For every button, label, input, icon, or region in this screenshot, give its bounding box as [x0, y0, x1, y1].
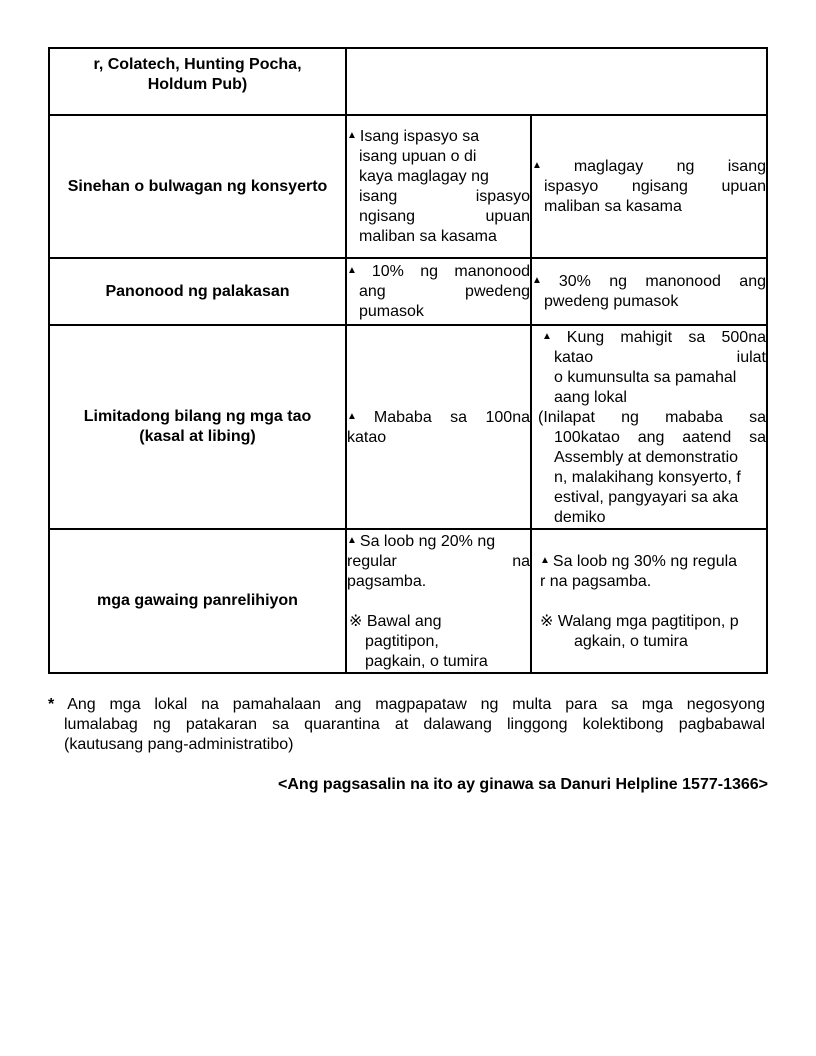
footnote-line: (kautusang pang-administratibo) [64, 736, 294, 753]
bullet-icon: ▲ [542, 330, 564, 342]
rule-line: ▲ maglagay ng isang [532, 158, 766, 175]
footnote-star: * [48, 696, 55, 713]
note-line: ※ Bawal ang [349, 612, 442, 630]
rule-line: ▲ Sa loob ng 30% ng regula [540, 552, 738, 570]
label-line: (kasal at libing) [139, 428, 256, 445]
level-3-rule [531, 115, 767, 258]
note-line: agkain, o tumira [574, 632, 688, 650]
bullet-icon: ▲ [347, 534, 357, 546]
footnote [48, 695, 765, 755]
rule-line: o kumunsulta sa pamahal [554, 368, 737, 386]
table-row [49, 115, 767, 258]
bullet-icon: ▲ [347, 410, 371, 422]
bullet-icon: ▲ [347, 130, 357, 141]
note-line: pagkain, o tumira [365, 652, 488, 670]
label-line: Holdum Pub) [147, 76, 248, 93]
footnote-line: * Ang mga lokal na pamahalaan ang magpapataw ng multa para sa mga negosyong [48, 696, 766, 713]
rule-line: ngisang upuan [359, 208, 530, 225]
rule-line: ▲ 30% ng manonood ang [532, 273, 766, 290]
table-row [49, 48, 767, 115]
rule-line: kaya maglagay ng [359, 168, 489, 185]
level-3-rule [531, 325, 767, 529]
rule-line: estival, pangyayari sa aka [554, 488, 739, 506]
facility-label: Panonood ng palakasan [49, 258, 346, 325]
bullet-icon: ▲ [347, 265, 369, 276]
quarantine-rules-table [48, 47, 768, 674]
rule-line: (Inilapat ng mababa sa [538, 408, 766, 426]
rule-line: katao iulat [554, 348, 766, 366]
rule-line: demiko [554, 508, 606, 526]
rule-line: maliban sa kasama [359, 228, 497, 245]
translation-credit: <Ang pagsasalin na ito ay ginawa sa Danuri Helpline 1577-1366> [278, 776, 768, 793]
note-line: pagtitipon, [365, 632, 439, 650]
level-2-rule [346, 115, 531, 258]
rule-line: Assembly at demonstratio [554, 448, 739, 466]
rule-line: ispasyo ngisang upuan [544, 178, 766, 195]
rule-line: pumasok [359, 303, 424, 320]
label-line: Limitadong bilang ng mga tao [83, 408, 312, 425]
bullet-icon: ▲ [540, 554, 550, 566]
rule-line: ang pwedeng [359, 283, 530, 300]
empty-cell [346, 48, 767, 115]
level-2-rule [346, 258, 531, 325]
rule-line: ▲ 10% ng manonood [347, 263, 530, 280]
table-row [49, 529, 767, 673]
rule-line: isang upuan o di [359, 148, 477, 165]
footnote-line: lumalabag ng patakaran sa quarantina at dalawang linggong kolektibong pagbabawal [64, 716, 765, 733]
rule-line: 100katao ang aatend sa [554, 428, 766, 446]
rule-line: ▲ Sa loob ng 20% ng [347, 532, 496, 550]
rule-line: n, malakihang konsyerto, f [554, 468, 741, 486]
level-3-rule [531, 529, 767, 673]
label-line: r, Colatech, Hunting Pocha, [93, 56, 302, 73]
rule-line: katao [347, 428, 387, 446]
level-3-rule [531, 258, 767, 325]
rule-line: aang lokal [554, 388, 627, 406]
facility-label: Sinehan o bulwagan ng konsyerto [49, 115, 346, 258]
facility-label [49, 325, 346, 529]
rule-line: ▲ Kung mahigit sa 500na [542, 328, 767, 346]
level-2-rule [346, 325, 531, 529]
bullet-icon: ▲ [532, 160, 571, 171]
table-row [49, 325, 767, 529]
rule-line: r na pagsamba. [540, 572, 652, 590]
facility-label: mga gawaing panrelihiyon [49, 529, 346, 673]
table-row [49, 258, 767, 325]
facility-label [49, 48, 346, 115]
bullet-icon: ▲ [532, 275, 556, 286]
rule-line: maliban sa kasama [544, 198, 682, 215]
rule-line: pwedeng pumasok [544, 293, 679, 310]
rule-line: regular na [347, 552, 530, 570]
rule-line: isang ispasyo [359, 188, 530, 205]
level-2-rule [346, 529, 531, 673]
rule-line: ▲ Isang ispasyo sa [347, 128, 480, 145]
note-line: ※ Walang mga pagtitipon, p [540, 612, 739, 630]
rule-line: pagsamba. [347, 572, 427, 590]
rule-line: ▲ Mababa sa 100na [347, 408, 530, 426]
